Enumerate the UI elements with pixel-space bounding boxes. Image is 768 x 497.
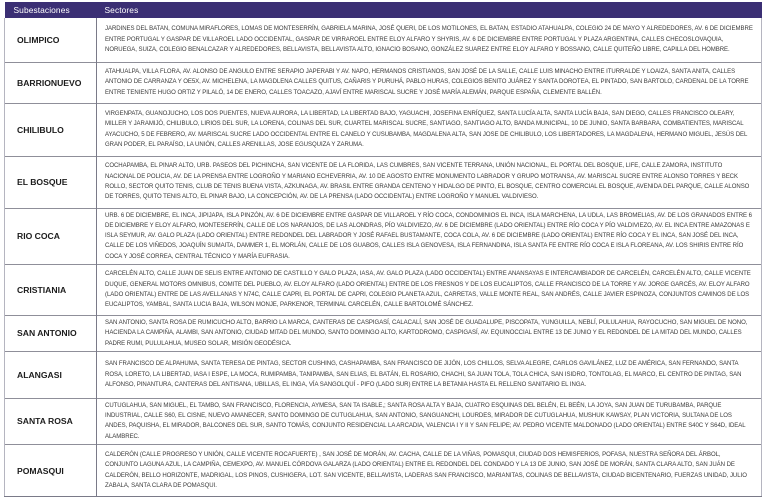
sectors-list: CALDERÓN (CALLE PROGRESO Y UNIÓN, CALLE VICENTE ROCAFUERTE) , SAN JOSÉ DE MORÁN, AV. CACHA, CALLE DE LA VIÑAS, POMASQUI, CIUDAD DOS HEMISFERIOS, POFASA, NUESTRA SEÑORA DEL ÁRBOL, CONJUNTO LAGUNA AZUL, LA CAMPIÑA, CEMEXPO, AV. MANUEL CÓRDOVA GALARZA (LADO ORIENTAL) ENTRE EL REDONDEL DEL CONDADO Y LA 13 DE JUNIO, SAN JOSÉ DE MORÁN, SANTA CLARA ALTO, SAN JUÁN DE CALDERÓN, BELLO HORIZONTE, MADRIGAL, LOS PINOS, CUSHIGERA, LOT. SAN VICENTE, BELLAVISTA, LADERAS SAN FRANCISCO, MARIANITAS, COLINAS DE BELLAVISTA, CIUDAD BICENTENARIO, FUERZAS UNIDAD, JULIO ZABALA, SANTA CLARA DE POMASQUI.: [97, 445, 762, 497]
substation-name: OLIMPICO: [5, 18, 97, 62]
table-header-row: [5, 2, 762, 18]
sectors-list: CUTUGLAHUA, SAN MIGUEL, EL TAMBO, SAN FRANCISCO, FLORENCIA, AYMESA, SAN TA ISABLE,; SANTA ROSA ALTA Y BAJA, CUATRO ESQUINAS DEL BELÉN, EL BEÉN, LA JOYA, SAN JUAN DE TURUBAMBA, PARQUE INDUSTRIAL, CALLE S60, EL CISNE, NUEVO AMANECER, SANTO DOMINGO DE CUTUGLAHUA, SAN ANTONIO, SANGUANCHI, LOURDES, MIRADOR DE CUTUGLAHUA, MUSHUK KAWSAY, PLAN VICTORIA, SULTANA DE LOS ANDES, PAQUISHA, EL MIRADOR, BALCONES DEL SUR, SANTO TOMÁS, CONJUNTO RESIDENCIAL LA ARCADIA, VALENCIA I Y II Y SAN FELIPE; AV. PEDRO VICENTE MALDONADO (LADO ORIENTAL) ENTRE S40C Y S64D, IDEAL ALAMBREC.: [97, 398, 762, 444]
substation-name: POMASQUI: [5, 445, 97, 497]
table-row: [5, 62, 762, 103]
table-row: [5, 18, 762, 62]
sectors-list: VIRGENPATA, GUANOJUCHO, LOS DOS PUENTES, NUEVA AURORA, LA LIBERTAD, LA LIBERTAD BAJO, YAGUACHI, JOSEFINA ENRÍQUEZ, SANTA LUCÍA ALTA, SANTA LUCÍA BAJA, SAN DIEGO, CALLES FRANCISCO OLEARY, MILLER Y JARAMIJÓ, CHILIBULO, LIRIOS DEL SUR, LA LORENA, COLINAS DEL SUR, CUARTEL MARISCAL SUCRE, SANTIAGO, SANTIAGO ALTO, BANDA MUNICIPAL, 10 DE JUNIO, SANTA BARBARA, COMBATIENTES, MARISCAL AYACUCHO, 5 DE FEBRERO, AV. MARISCAL SUCRE LADO OCCIDENTAL ENTRE EL CANELO Y CUSUBAMBA, MAGDALENA ALTA, SAN JOSE DE CHILIBULO, LOS LIBERTADORES, LA MAGDALENA, HERMANO MIGUEL, JESÚS DEL GRAN PODER, EL PARAÍSO, LA UNIÓN, CALLES ARENILLAS, JOSE EGUSQUIZA Y ZARUMA.: [97, 103, 762, 156]
substations-table-container: [4, 2, 761, 497]
sectors-list: COCHAPAMBA, EL PINAR ALTO, URB. PASEOS DEL PICHINCHA, SAN VICENTE DE LA FLORIDA, LAS CUMBRES, SAN VICENTE TERRANA, UNIÓN NACIONAL, EL PORTAL DEL BOSQUE, LIFE, CALLE ZAMORA, INSTITUTO NACIONAL DE POLICIA, AV. DE LA PRENSA ENTRE LOGROÑO Y MARIANO ECHEVERRIA, AV. 10 DE AGOSTO ENTRE MONUMENTO LABRADOR Y GRUPO MOTRANSA, AV. MARISCAL SUCRE ENTRE ALONSO TORRES Y BECK ROLLO, SECTOR QUITO TENIS, CLUB DE TENIS BUENA VISTA, AZKUNAGA, AV. BRASIL ENTRE GRANDA CENTENO Y HIDALGO DE PINTO, EL BOSQUE, CENTRO COMERCIAL EL BOSQUE, AVENIDA DEL PARQUE, CALLE ALONSO DE TORRES, QUITO TENIS ALTO, EL PINAR BAJO, LA CONCEPCIÓN, AV. DE LA PRENSA (LADO OCCIDENTAL) ENTRE LOGROÑO Y MANUEL VALDIVIESO.: [97, 156, 762, 208]
sectors-list: SAN FRANCISCO DE ALPAHUMA, SANTA TERESA DE PINTAG, SECTOR CUSHING, CASHAPAMBA, SAN FRANCISCO DE JIJÓN, LOS CHILLOS, SELVA ALEGRE, CARLOS GAVILÁNEZ, LUZ DE AMÉRICA, SAN FERNANDO, SANTA ROSA, LORETO, LA LIBERTAD, IASA I ESPE, LA MOCA, RUMIPAMBA, TANIPAMBA, SAN ELIAS, EL BATÁN, EL ROSARIO, CHACHI, SA JUAN TOLA, TOLA CHICA, SAN ISIDRO, TONTOLAG, EL MARCO, EL CENTRO DE PINTAG, SAN ALFONSO, PINANTURA, CANTERAS DEL ANTISANA, UBILLAS, EL INGA, VÍA SANGOLQUÍ - PIFO (LADO SUR) ENTRE LA BETANIA HASTA EL RELLENO SANITARIO EL INGA.: [97, 351, 762, 398]
table-row: [5, 398, 762, 444]
table-row: [5, 351, 762, 398]
sectors-list: JARDINES DEL BATAN, COMUNA MIRAFLORES, LOMAS DE MONTESERRÍN, GABRIELA MARINA, JOSÉ QUERI, DE LOS MOTILONES, EL BATAN, ESTADIO ATAHUALPA, COLEGIO 24 DE MAYO Y ALREDEDORES, AV. 6 DE DICIEMBRE ENTRE PORTUGAL Y GASPAR DE VILLAROEL LADO OCCIDENTAL, GASPAR DE VIRRAROEL ENTRE ELOY ALFARO Y SHYRIS, AV. 6 DE DICIEMBRE ENTRE PORTUGAL Y PLAZA ARGENTINA, CALLES CHECOSLOVAQUIA, NORUEGA, SUIZA, COLEGIO BENALCAZAR Y ALREDEDORES, BELLAVISTA, BELLAVISTA ALTO, IGNACIO BOSANO, GONZÁLEZ SUAREZ ENTRE ELOY ALFARO Y BOSSANO, CALLE QUITEÑO LIBRE, CAPILLA DEL HOMBRE.: [97, 18, 762, 62]
substation-name: BARRIONUEVO: [5, 62, 97, 103]
substation-name: EL BOSQUE: [5, 156, 97, 208]
substation-name: CHILIBULO: [5, 103, 97, 156]
table-row: [5, 315, 762, 351]
table-row: [5, 103, 762, 156]
table-row: [5, 445, 762, 497]
sectors-list: ATAHUALPA, VILLA FLORA, AV. ALONSO DE ANGULO ENTRE SERAPIO JAPERABI Y AV. NAPO, HERMANOS CRISTIANOS, SAN JOSÉ DE LA SALLE, CALLE LUIS MINACHO ENTRE ITURRALDE Y LOAIZA, SANTA ANITA, CALLES ANTONIO DE CARRANZA Y OE5X, AV. MICHELENA, LA MAGDLENA CALLES QUITUS, CAÑARIS Y PURUHÁ, PABLO HURAS, COLEGIOS BENITO JUÁREZ Y SANTA DOROTEA, EL PINTADO, SAN BARTOLO, CARDENAL DE LA TORRE ENTRE TENIENTE HUGO ORTIZ Y PILALÓ, 14 DE ENERO, CALLES TOACAZO, AJAVÍ ENTRE MARISCAL SUCRE Y JOSÉ MARÍA ALEMÁN, PARQUE ESPAÑA, CLEMENTE BALLÉN.: [97, 62, 762, 103]
sectors-list: URB. 6 DE DICIEMBRE, EL INCA, JIPIJAPA, ISLA PINZÓN, AV. 6 DE DICIEMBRE ENTRE GASPAR DE VILLAROEL Y RÍO COCA, CONDOMINIOS EL INCA, ISLA MARCHENA, LA UDLA, LAS BROMELIAS, AV. DE LOS GRANADOS ENTRE 6 DE DICIEMBRE Y ELOY ALFARO, MONTESERRÍN, CALLE DE LOS NARANJOS, DE LAS ALONDRAS, PÍO VALDIVIEZO, AV. 6 DE DICIEMBRE (LADO ORIENTAL) ENTRE RÍO COCA Y PÍO VALDIVIEZO, AV. EL INCA ENTRE AMAZONAS E ISLA SEYMUR, AV. GALO PLAZA (LADO ORIENTAL) ENTRE REDONDEL DEL LABRADOR Y JOSÉ RAFAEL BUSTAMANTE, COCA COLA, AV. 6 DE DICIEMBRE (LADO ORIENTAL) ENTRE RÍO COCA Y EL INCA, SAN JOSÉ DEL INCA, CALLE DE LOS VIÑEDOS, JOAQUÍN SUMAITA, DAMMER 1, EL MORLÁN, CALLE DE LOS GUABOS, CALLES ISLA GENOVESA, ISLA FERNANDINA, ISLA SANTA FE ENTRE RÍO COCA E ISLA FLOREANA, AV. LOS SHIRIS ENTRE RÍO COCA Y JOSÉ CORREA, CENTRAL TÉCNICO Y MARÍA EUFRASIA.: [97, 208, 762, 264]
substation-name: RIO COCA: [5, 208, 97, 264]
table-row: [5, 208, 762, 264]
sectors-list: CARCELÉN ALTO, CALLE JUAN DE SELIS ENTRE ANTONIO DE CASTILLO Y GALO PLAZA, IASA, AV. GALO PLAZA (LADO OCCIDENTAL) ENTRE ANANSAYAS E INTERCAMBIADOR DE CARCELÉN, CARCELÉN ALTO, CALLE VICENTE DUQUE, GENERAL MOTORS OMNIBUS, COMITE DEL PUEBLO, AV. ELOY ALFARO (LADO ORIENTAL) ENTRE DE LOS FRESNOS Y DE LOS EUCALIPTOS, CALLE FRANCISCO DE LA TORRE Y AV. JORGE GARCÉS, AV. ELOY ALFARO (LADO ORIENTAL) ENTRE DE LAS AVELLANAS Y N74C, CALLE CAPRI, EL PORTAL DE CAPRI, COLEGIO PLANETA AZUL, CARRETAS, VALLE MONTE REAL, SAN ANDRÉS, CALLE JAVIER ESPINOZA, CONJUNTOS CAMINOS DE LOS EUCALIPTOS, YAMBAL, SANTA LUCIA BAJA, WILSON MONJE, PARKENOR, TERMINAL CARCELÉN, CALLE BARTOLOMÉ SÁNCHEZ.: [97, 264, 762, 315]
header-substations: Subestaciones: [5, 2, 97, 18]
sectors-list: SAN ANTONIO, SANTA ROSA DE RUMICUCHO ALTO, BARRIO LA MARCA, CANTERAS DE CASPIGASÍ, CALACALÍ, SAN JOSÉ DE GUADALUPE, PISCOPATA, YUNGUILLA, NEBLÍ, PULULAHUA, RAYOCUCHO, SAN MIGUEL DE NONO, HACIENDA LA CAMPIÑA, ALAMBI, SAN ANTONIO, CIUDAD MITAD DEL MUNDO, SANTO DOMINGO ALTO, KARTODROMO, CASPIGASÍ, AV. EQUINOCCIAL ENTRE 13 DE JUNIO Y EL REDONDEL DE LA MITAD DEL MUNDO, CALLES PADRE RUMI, PULULAHUA, MUSEO SOLAR, MISIÓN GEODÉSICA.: [97, 315, 762, 351]
substation-name: SANTA ROSA: [5, 398, 97, 444]
table-row: [5, 156, 762, 208]
substation-name: CRISTIANIA: [5, 264, 97, 315]
substation-name: SAN ANTONIO: [5, 315, 97, 351]
table-row: [5, 264, 762, 315]
substations-sectors-table: [4, 2, 762, 497]
substation-name: ALANGASI: [5, 351, 97, 398]
header-sectors: Sectores: [97, 2, 762, 18]
